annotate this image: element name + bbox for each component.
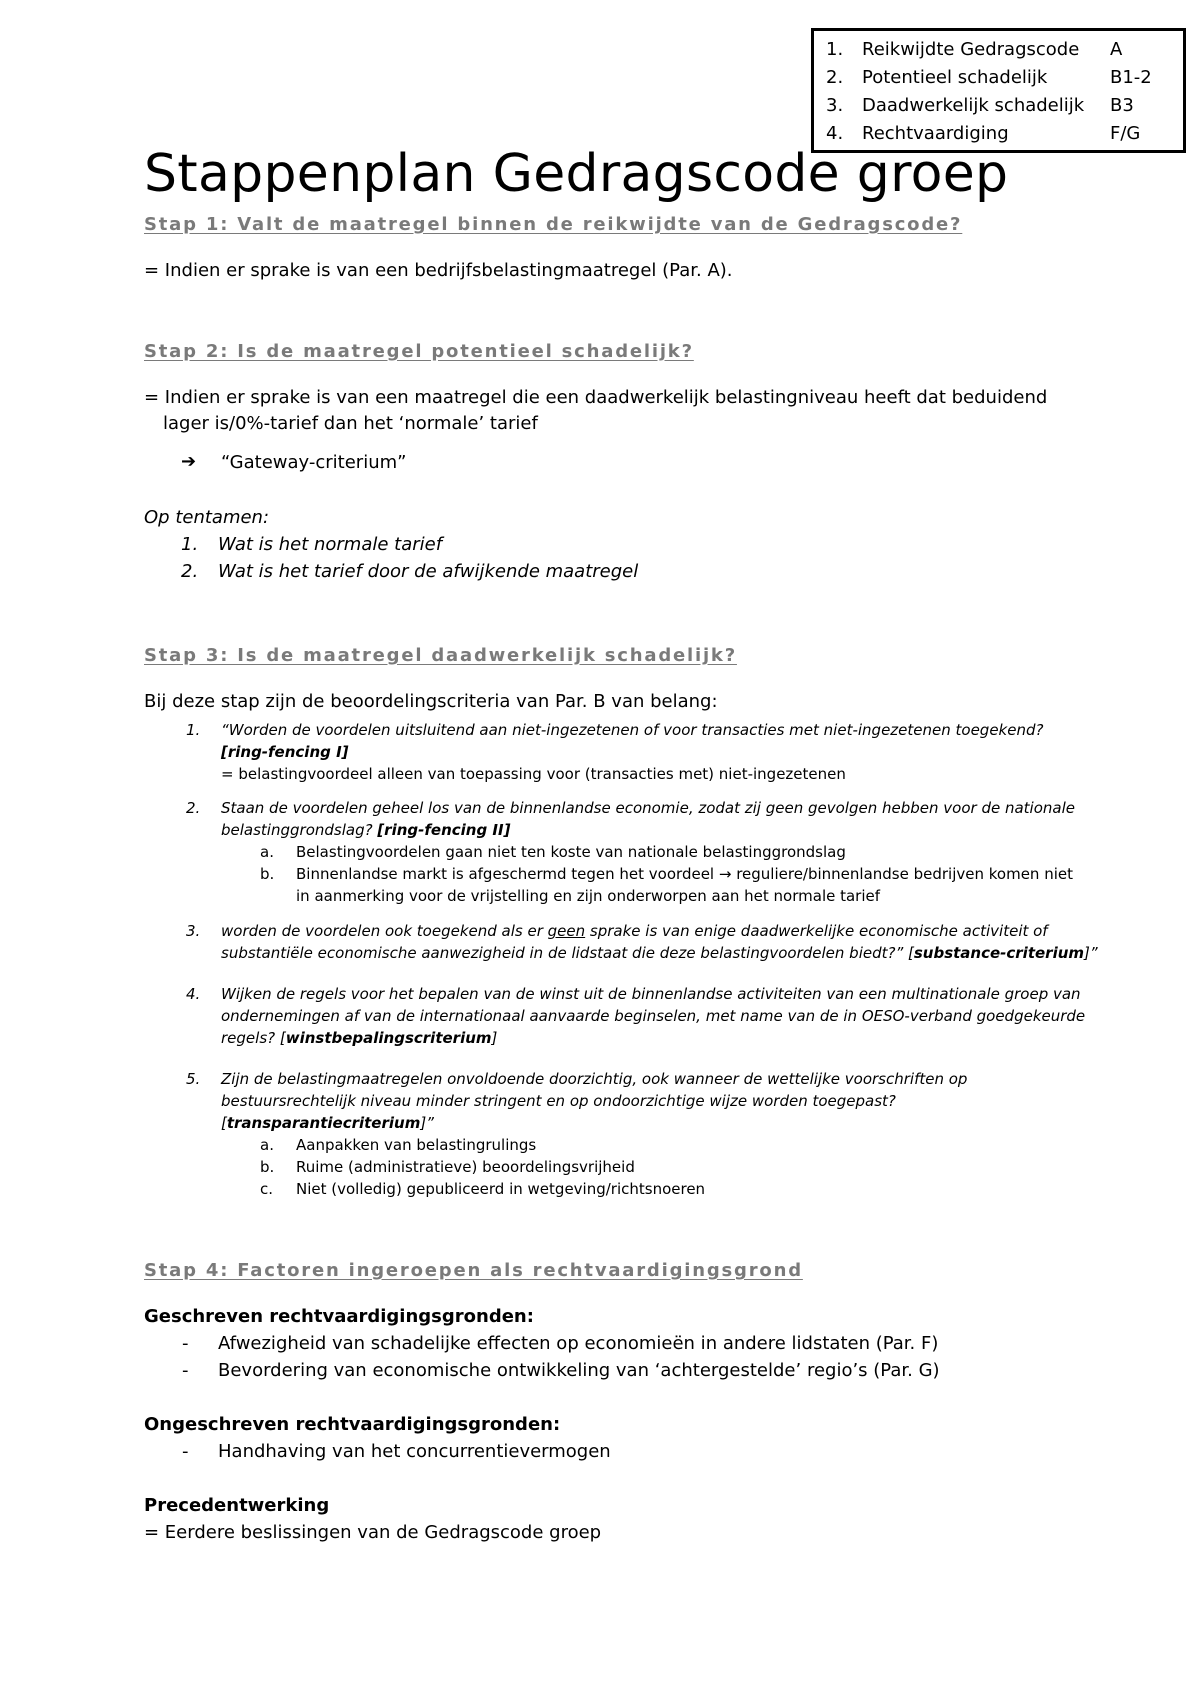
step-3-heading: Stap 3: Is de maatregel daadwerkelijk schadelijk?: [144, 645, 737, 666]
sub-item-continuation: in aanmerking voor de vrijstelling en zijn onderworpen aan het normale tarief: [296, 887, 881, 905]
sub-item: Niet (volledig) gepubliceerd in wetgeving/richtsnoeren: [296, 1180, 706, 1198]
summary-row-reference: B3: [1110, 95, 1134, 116]
criterion-number: 3.: [186, 922, 201, 940]
sub-item: Binnenlandse markt is afgeschermd tegen het voordeel → reguliere/binnenlandse bedrijven komen niet: [296, 865, 1073, 883]
sub-item-letter: b.: [260, 865, 275, 883]
criterion-text-part: ]”: [420, 1114, 434, 1132]
criterion-text: Zijn de belastingmaatregelen onvoldoende doorzichtig, ook wanneer de wettelijke voorschriften op: [221, 1070, 968, 1088]
step-2-text-line: lager is/0%-tarief dan het ‘normale’ tarief: [163, 413, 538, 434]
criterion-text: [221, 821, 510, 839]
step-3-intro: Bij deze stap zijn de beoordelingscriteria van Par. B van belang:: [144, 691, 718, 712]
summary-row-number: 1.: [826, 39, 844, 60]
summary-row-reference: F/G: [1110, 123, 1141, 144]
sub-item-letter: a.: [260, 843, 274, 861]
criterion-text-part: ]: [491, 1029, 498, 1047]
written-ground: Bevordering van economische ontwikkeling van ‘achtergestelde’ regio’s (Par. G): [218, 1360, 940, 1381]
criterion-text-part: sprake is van enige daadwerkelijke economische activiteit of: [585, 922, 1048, 940]
criterion-text-part: ]”: [1084, 944, 1098, 962]
arrow-icon: ➔: [181, 451, 197, 472]
page-title: Stappenplan Gedragscode groep: [144, 144, 1009, 204]
summary-row-number: 4.: [826, 123, 844, 144]
exam-label: Op tentamen:: [144, 507, 270, 528]
exam-item-number: 2.: [181, 561, 199, 582]
summary-box: [811, 28, 1186, 153]
criterion-text-part: regels? [: [221, 1029, 286, 1047]
sub-item-letter: b.: [260, 1158, 275, 1176]
criterion-number: 4.: [186, 985, 201, 1003]
list-dash: -: [182, 1333, 189, 1354]
written-grounds-label: Geschreven rechtvaardigingsgronden:: [144, 1306, 534, 1327]
criterion-text: [221, 1114, 434, 1132]
unwritten-grounds-label: Ongeschreven rechtvaardigingsgronden:: [144, 1414, 561, 1435]
summary-row-reference: A: [1110, 39, 1123, 60]
criterion-text: “Worden de voordelen uitsluitend aan niet-ingezetenen of voor transacties met niet-ingezetenen toegekend?: [221, 721, 1044, 739]
criterion-tag: transparantiecriterium: [226, 1114, 421, 1132]
unwritten-ground: Handhaving van het concurrentievermogen: [218, 1441, 611, 1462]
criterion-number: 5.: [186, 1070, 201, 1088]
criterion-text-part: substantiële economische aanwezigheid in de lidstaat die deze belastingvoordelen biedt?” [: [221, 944, 914, 962]
step-1-heading: Stap 1: Valt de maatregel binnen de reikwijdte van de Gedragscode?: [144, 214, 963, 235]
exam-item: Wat is het normale tarief: [218, 534, 443, 555]
sub-item: Aanpakken van belastingrulings: [296, 1136, 537, 1154]
criterion-text: [221, 944, 1098, 962]
criterion-explanation: = belastingvoordeel alleen van toepassing voor (transacties met) niet-ingezetenen: [221, 765, 846, 783]
sub-item-letter: c.: [260, 1180, 274, 1198]
criterion-text-part: belastinggrondslag?: [221, 821, 378, 839]
sub-item: Belastingvoordelen gaan niet ten koste van nationale belastinggrondslag: [296, 843, 846, 861]
exam-item-number: 1.: [181, 534, 199, 555]
summary-row-label: Rechtvaardiging: [862, 123, 1009, 144]
exam-item: Wat is het tarief door de afwijkende maatregel: [218, 561, 639, 582]
criterion-text: Staan de voordelen geheel los van de binnenlandse economie, zodat zij geen gevolgen hebben voor de nationale: [221, 799, 1075, 817]
criterion-tag: [ring-fencing I]: [221, 743, 349, 761]
criterion-text-part: worden de voordelen ook toegekend als er: [221, 922, 548, 940]
step-2-text-line: = Indien er sprake is van een maatregel die een daadwerkelijk belastingniveau heeft dat beduidend: [144, 387, 1048, 408]
criterion-tag: [ring-fencing II]: [377, 821, 511, 839]
step-4-heading: Stap 4: Factoren ingeroepen als rechtvaardigingsgrond: [144, 1260, 803, 1281]
summary-row-reference: B1-2: [1110, 67, 1152, 88]
precedent-label: Precedentwerking: [144, 1495, 330, 1516]
criterion-tag: substance-criterium: [913, 944, 1085, 962]
criterion-text: [221, 922, 1048, 940]
summary-row-number: 3.: [826, 95, 844, 116]
criterion-emphasis: geen: [547, 922, 586, 940]
summary-row-label: Potentieel schadelijk: [862, 67, 1048, 88]
summary-row-number: 2.: [826, 67, 844, 88]
list-dash: -: [182, 1360, 189, 1381]
criterion-text: bestuursrechtelijk niveau minder stringent en op ondoorzichtige wijze worden toegepast?: [221, 1092, 896, 1110]
summary-row-label: Reikwijdte Gedragscode: [862, 39, 1080, 60]
criterion-text: ondernemingen af van de internationaal aanvaarde beginselen, met name van de in OESO-verband goedgekeurde: [221, 1007, 1086, 1025]
criterion-number: 1.: [186, 721, 201, 739]
criterion-tag: winstbepalingscriterium: [285, 1029, 492, 1047]
criterion-text-part: [: [221, 1114, 227, 1132]
sub-item-letter: a.: [260, 1136, 274, 1154]
summary-row-label: Daadwerkelijk schadelijk: [862, 95, 1085, 116]
criterion-text: Wijken de regels voor het bepalen van de winst uit de binnenlandse activiteiten van een multinationale groep van: [221, 985, 1081, 1003]
step-1-text: = Indien er sprake is van een bedrijfsbelastingmaatregel (Par. A).: [144, 260, 733, 281]
summary-row: [814, 95, 1183, 123]
step-2-heading: Stap 2: Is de maatregel potentieel schadelijk?: [144, 341, 694, 362]
sub-item: Ruime (administratieve) beoordelingsvrijheid: [296, 1158, 635, 1176]
criterion-text: [221, 1029, 497, 1047]
summary-row: [814, 67, 1183, 95]
summary-row: [814, 39, 1183, 67]
list-dash: -: [182, 1441, 189, 1462]
gateway-criterium: “Gateway-criterium”: [221, 452, 407, 473]
written-ground: Afwezigheid van schadelijke effecten op economieën in andere lidstaten (Par. F): [218, 1333, 939, 1354]
criterion-number: 2.: [186, 799, 201, 817]
precedent-text: = Eerdere beslissingen van de Gedragscode groep: [144, 1522, 602, 1543]
